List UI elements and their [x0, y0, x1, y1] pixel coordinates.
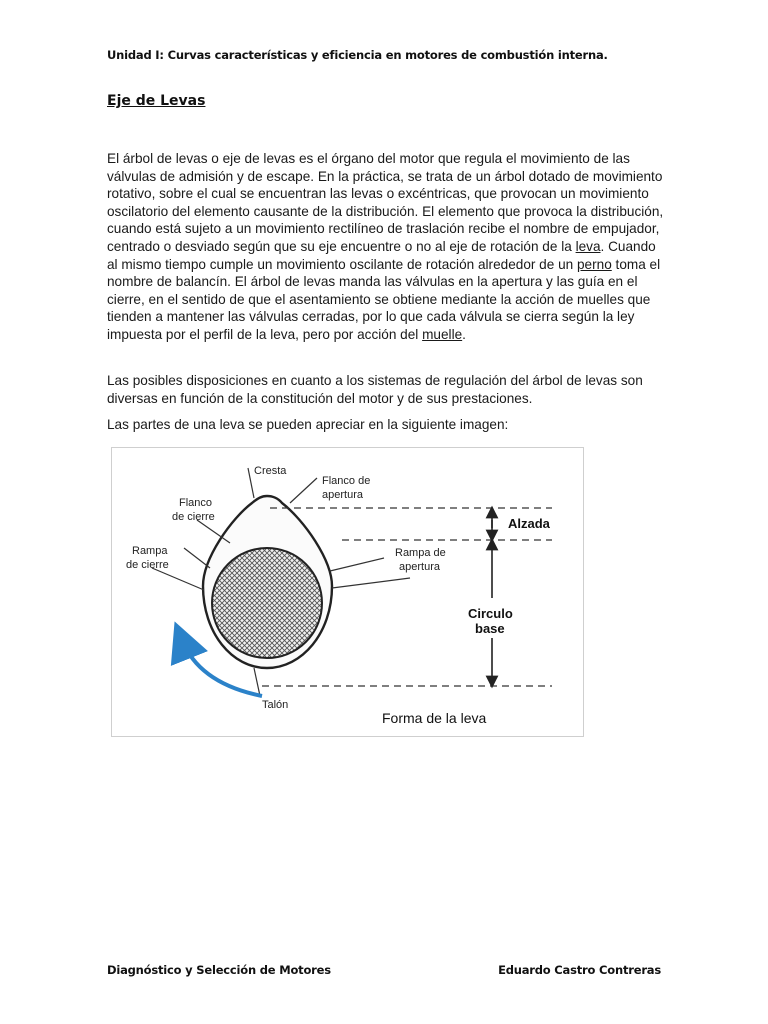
paragraph-text: .: [462, 326, 466, 342]
label-flanco-apertura-1: Flanco de: [322, 475, 371, 487]
label-rampa-cierre-1: Rampa: [132, 545, 168, 557]
cam-diagram: [111, 447, 584, 737]
link-leva[interactable]: leva: [575, 238, 601, 254]
label-rampa-apertura-1: Rampa de: [395, 547, 446, 559]
link-muelle[interactable]: muelle: [422, 326, 463, 342]
label-circulo-1: Circulo: [468, 606, 513, 621]
label-rampa-apertura-2: apertura: [399, 561, 440, 573]
document-header: Unidad I: Curvas características y eficiencia en motores de combustión interna.: [107, 48, 608, 62]
label-talon: Talón: [262, 699, 289, 711]
label-circulo-2: base: [475, 621, 505, 636]
paragraph-text: . Cuando al mismo tiempo cumple un movimiento oscilante de rotación alrededor de un: [107, 238, 656, 272]
footer-course: Diagnóstico y Selección de Motores: [107, 963, 331, 977]
section-title: Eje de Levas: [107, 93, 206, 109]
base-circle: [212, 548, 322, 658]
figure-caption: Forma de la leva: [382, 710, 487, 726]
label-flanco-cierre-2: de cierre: [172, 511, 215, 523]
label-rampa-cierre-2: de cierre: [126, 559, 169, 571]
label-flanco-cierre-1: Flanco: [179, 497, 213, 509]
paragraph-camshaft-definition: [107, 150, 667, 344]
paragraph-figure-intro: Las partes de una leva se pueden apreciar en la siguiente imagen:: [107, 417, 509, 432]
link-perno[interactable]: perno: [576, 256, 612, 272]
label-flanco-apertura-2: apertura: [322, 489, 363, 501]
cam-diagram-svg: [112, 448, 583, 736]
footer-author: Eduardo Castro Contreras: [498, 963, 661, 977]
paragraph-text: toma el nombre de balancín. El árbol de levas manda las válvulas en la apertura y las guía en el cierre, en el sentido de que el asentamiento se obtiene mediante la acción de muelles que tienden a mantener las válvulas cerradas, por lo que cada válvula se cierra según la ley impuesta por el perfil de la leva, pero por acción del: [107, 256, 661, 342]
label-cresta: Cresta: [254, 465, 287, 477]
paragraph-dispositions: Las posibles disposiciones en cuanto a los sistemas de regulación del árbol de levas son diversas en función de la constitución del motor y de sus prestaciones.: [107, 373, 643, 406]
paragraph-text: El árbol de levas o eje de levas es el órgano del motor que regula el movimiento de las válvulas de admisión y de escape. En la práctica, se trata de un árbol dotado de movimiento rotativo, sobre el cual se encuentran las levas o excéntricas, que provocan un movimiento oscilatorio del elemento causante de la distribución. El elemento que provoca la distribución, cuando está sujeto a un movimiento rectilíneo de traslación recibe el nombre de empujador, centrado o desviado según que su eje encuentre o no al eje de rotación de la: [107, 151, 664, 254]
label-alzada: Alzada: [508, 516, 550, 531]
